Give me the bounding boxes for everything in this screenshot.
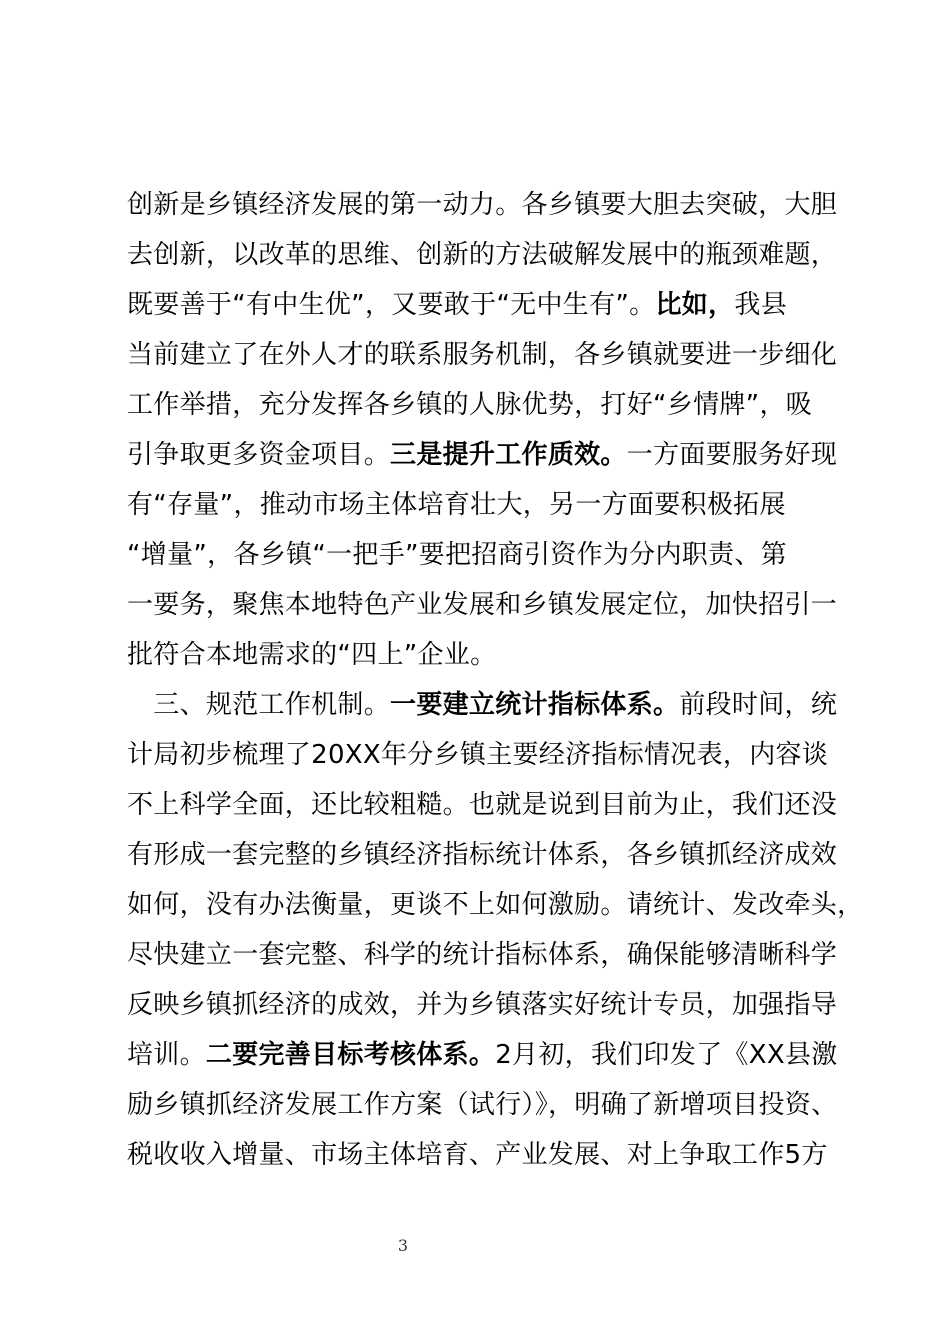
text-segment: 创新是乡镇经济发展的第一动力。各乡镇要大胆去突破，大胆 [127,190,838,220]
text-line [127,330,839,380]
text-segment: 税收收入增量、市场主体培育、产业发展、对上争取工作5方 [127,1140,828,1170]
text-segment: 励乡镇抓经济发展工作方案（试行）》，明确了新增项目投资、 [127,1090,838,1120]
text-segment: 2月初，我们印发了《XX县激 [495,1040,838,1070]
text-segment: 一要务，聚焦本地特色产业发展和乡镇发展定位，加快招引一 [127,590,838,620]
text-line [127,1130,839,1180]
text-segment: 既要善于“有中生优”，又要敢于“无中生有”。 [127,290,656,320]
text-line [127,780,839,830]
bold-text-segment: 比如， [655,290,735,320]
bold-text-segment: 二要完善目标考核体系。 [205,1040,496,1070]
text-segment: 不上科学全面，还比较粗糙。也就是说到目前为止，我们还没 [127,790,838,820]
text-segment: 批符合本地需求的“四上”企业。 [127,640,497,670]
text-line [127,380,839,430]
text-segment: 计局初步梳理了20XX年分乡镇主要经济指标情况表，内容谈 [127,740,829,770]
page-number: 3 [397,1236,409,1255]
text-segment: 引争取更多资金项目。 [127,440,391,470]
text-line [127,480,839,530]
text-segment: 当前建立了在外人才的联系服务机制，各乡镇就要进一步细化 [127,340,838,370]
text-line [127,980,839,1030]
text-segment: 工作举措，充分发挥各乡镇的人脉优势，打好“乡情牌”，吸 [127,390,813,420]
text-line [127,280,839,330]
text-line [127,180,839,230]
text-segment: 去创新，以改革的思维、创新的方法破解发展中的瓶颈难题， [127,240,838,270]
text-line [127,930,839,980]
text-segment: 我县 [734,290,787,320]
text-line [127,880,864,930]
text-segment: 有形成一套完整的乡镇经济指标统计体系，各乡镇抓经济成效 [127,840,838,870]
bold-text-segment: 一要建立统计指标体系。 [390,690,680,720]
text-segment: 反映乡镇抓经济的成效，并为乡镇落实好统计专员，加强指导 [127,990,838,1020]
body-text [127,180,864,1180]
text-line [127,630,839,680]
text-line [127,1080,839,1130]
text-segment: 三、规范工作机制。 [127,690,391,720]
text-line [127,530,839,580]
bold-text-segment: 三是提升工作质效。 [390,440,627,470]
text-segment: 培训。 [127,1040,206,1070]
text-line [127,1030,839,1080]
text-segment: 如何，没有办法衡量，更谈不上如何激励。请统计、发改牵头， [127,890,864,920]
text-line [127,430,839,480]
text-line [127,680,839,730]
text-line [127,230,839,280]
text-line [127,730,839,780]
text-line [127,830,839,880]
text-segment: “增量”，各乡镇“一把手”要把招商引资作为分内职责、第 [127,540,787,570]
text-segment: 有“存量”，推动市场主体培育壮大，另一方面要积极拓展 [127,490,786,520]
text-line [127,580,839,630]
text-segment: 前段时间，统 [679,690,838,720]
text-segment: 一方面要服务好现 [626,440,838,470]
text-segment: 尽快建立一套完整、科学的统计指标体系，确保能够清晰科学 [127,940,838,970]
